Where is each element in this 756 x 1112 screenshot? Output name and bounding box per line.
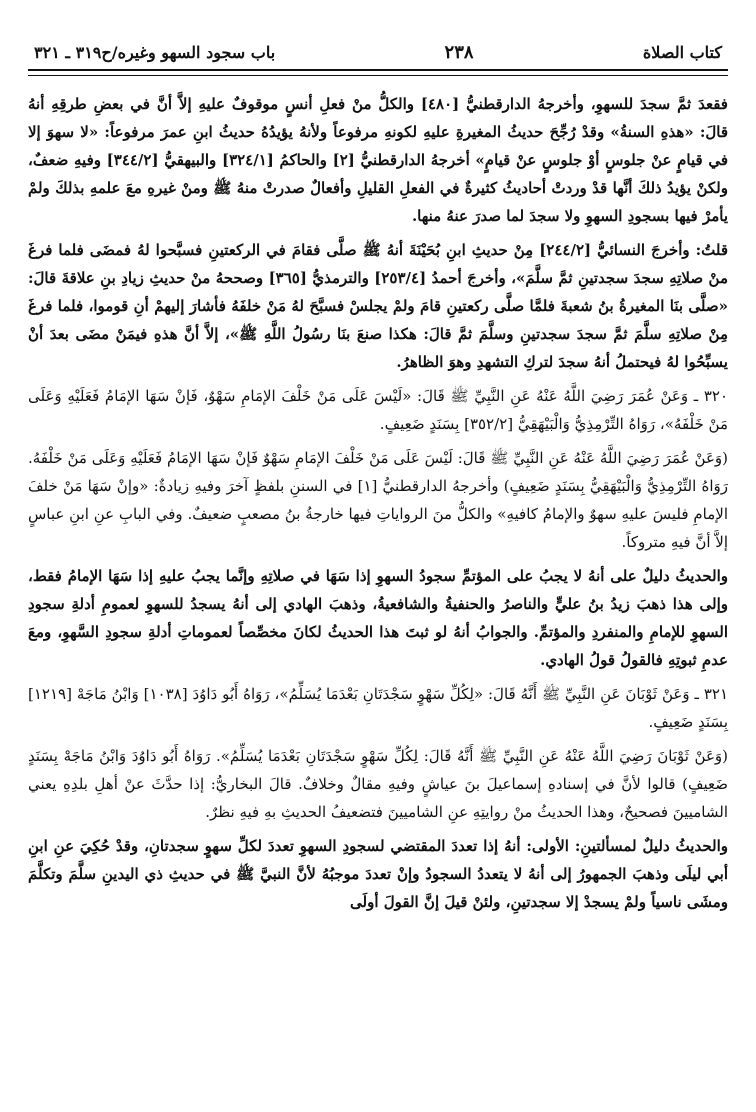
running-header bbox=[28, 42, 728, 67]
paragraph-commentary: والحديثُ دليلٌ لمسألتينِ: الأولى: أنهُ إذا تعددَ المقتضي لسجودِ السهوِ تعددَ لكلِّ سهوٍ سجدتانِ، وقدْ حُكِيَ عنِ ابنِ أبي ليلَى وذهبَ الجمهورُ إلى أنهُ لا يتعددُ السجودُ وإنْ تعددَ موجبُهُ لأنَّ النبيَّ ﷺ في حديثِ ذي اليدينِ سلَّمَ وتكلَّمَ ومشَى ناسياً ولمْ يسجدْ إلا سجدتينِ، ولئنْ قيلَ إنَّ القولَ أولَى bbox=[28, 837, 728, 911]
paragraph-hadith-commentary: (وَعَنْ عُمَرَ رَضِيَ اللَّهُ عَنْهُ عَنِ النَّبِيِّ ﷺ قَالَ: لَيْسَ عَلَى مَنْ خَلْفَ الإمَامِ سَهْوٌ فَإنْ سَهَا الإمَامُ فَعَلَيْهِ وَعَلَى مَنْ خَلْفَهُ. رَوَاهُ التِّرْمِذِيُّ وَالْبَيْهَقِيُّ بِسَنَدٍ ضَعِيفٍ) وأخرجهُ الدارقطنيُّ [١] في السننِ بلفظٍ آخرَ وفيهِ زيادةٌ: «وإنْ سَهَا مَنْ خلفَ الإمامِ فليسَ عليهِ سهوٌ والإمامُ كافيهِ» والكلُّ منَ الرواياتِ فيها خارجةُ بنُ مصعبٍ ضعيفٌ. وفي البابِ عنِ ابنِ عباسٍ إلاَّ أنَّ فيهِ متروكاً. bbox=[28, 449, 728, 551]
header-rule-thin bbox=[28, 75, 728, 76]
paragraph-commentary: فقعدَ ثمَّ سجدَ للسهوِ، وأخرجهُ الدارقطنيُّ [٤٨٠] والكلُّ منْ فعلِ أنسٍ موقوفٌ عليهِ إلاَّ أنَّ في بعضِ طرقِهِ أنهُ قالَ: «هذهِ السنةُ» وقدْ رُجِّحَ حديثُ المغيرةِ عليهِ لكونهِ مرفوعاً ولأنهُ يؤيدُهُ حديثُ ابنِ عمرَ مرفوعاً: «لا سهوَ إلا في قيامٍ عنْ جلوسٍ أوْ جلوسٍ عنْ قيامٍ» أخرجهُ الدارقطنيُّ [٢] والحاكمُ [٣٢٤/١] والبيهقيُّ [٣٤٤/٢] وفيهِ ضعفٌ، ولكنْ يؤيدُ ذلكَ أنَّها قدْ وردتْ أحاديثُ كثيرةٌ في الفعلِ القليلِ وأفعالٌ صدرتْ منهُ ﷺ ومنْ غيرهِ معَ علمهِ بذلكَ ولمْ يأمرْ فيها بسجودِ السهوِ ولا سجدَ لما صدرَ عنهُ منها. bbox=[28, 95, 728, 225]
paragraph-hadith-commentary: (وَعَنْ ثَوْبَانَ رَضِيَ اللَّهُ عَنْهُ عَنِ النَّبِيِّ ﷺ أَنَّهُ قَالَ: لِكُلِّ سَهْوٍ سَجْدَتَانِ بَعْدَمَا يُسَلِّمُ». رَوَاهُ أَبُو دَاوُدَ وَابْنُ مَاجَهْ بِسَنَدٍ ضَعِيفٍ) قالوا لأنَّ في إسنادهِ إسماعيلَ بنَ عياشٍ وفيهِ مقالٌ وخلافٌ. قالَ البخاريُّ: إذا حدَّثَ عنْ أهلِ بلدِهِ يعني الشاميينَ فصحيحٌ، وهذا الحديثُ منْ روايتِهِ عنِ الشاميينَ فتضعيفُ الحديثِ بهِ فيهِ نظرٌ. bbox=[28, 747, 728, 821]
paragraph-commentary: قلتُ: وأخرجَ النسائيُّ [٢٤٤/٢] مِنْ حديثِ ابنِ بُحَيْنَةَ أنهُ ﷺ صلَّى فقامَ في الركعتينِ فسبَّحوا لهُ فمضَى فلما فرغَ منْ صلاتِهِ سجدَ سجدتينِ ثمَّ سلَّمَ»، وأخرجَ أحمدُ [٢٥٣/٤] والترمذيُّ [٣٦٥] وصححهُ منْ حديثِ زيادِ بنِ علاقةَ قالَ: «صلَّى بنَا المغيرةُ بنُ شعبةَ فلمَّا صلَّى ركعتينِ قامَ ولمْ يجلسْ فسبَّحَ لهُ مَنْ خلفَهُ فأشارَ إليهمْ أنِ قوموا، فلما فرغَ مِنْ صلاتِهِ سلَّمَ ثمَّ سجدَ سجدتينِ وسلَّمَ ثمَّ قالَ: هكذا صنعَ بنَا رسُولُ اللَّهِ ﷺ»، إلاَّ أنَّ هذهِ فيمَنْ مضَى بعدَ أنْ يسبِّحُوا لهُ فيحتملُ أنهُ سجدَ لتركِ التشهدِ وهوَ الظاهرُ. bbox=[28, 241, 729, 371]
hadith-321: ٣٢١ ـ وَعَنْ ثَوْبَانَ عَنِ النَّبِيِّ ﷺ أَنَّهُ قَالَ: «لِكُلِّ سَهْوٍ سَجْدَتَانِ بَعْدَمَا يُسَلِّمُ»، رَوَاهُ أَبُو دَاوُدَ [١٠٣٨] وَابْنُ مَاجَهْ [١٢١٩] بِسَنَدٍ ضَعِيفٍ. bbox=[28, 685, 728, 731]
header-rule bbox=[28, 69, 728, 71]
page-number: ٢٣٨ bbox=[444, 42, 474, 63]
hadith-320: ٣٢٠ ـ وَعَنْ عُمَرَ رَضِيَ اللَّهُ عَنْهُ عَنِ النَّبِيِّ ﷺ قَالَ: «لَيْسَ عَلَى مَنْ خَلْفَ الإمَامِ سَهْوٌ، فَإنْ سَهَا الإمَامُ فَعَلَيْهِ وَعَلَى مَنْ خَلْفَهُ»، رَوَاهُ التِّرْمِذِيُّ وَالْبَيْهَقِيُّ [٣٥٢/٢] بِسَنَدٍ ضَعِيفٍ. bbox=[28, 387, 728, 433]
book-title: كتاب الصلاة bbox=[642, 43, 722, 62]
paragraph-commentary: والحديثُ دليلٌ على أنهُ لا يجبُ على المؤتمِّ سجودُ السهوِ إذا سَهَا في صلاتِهِ وإنَّما يجبُ عليهِ إذا سَهَا الإمامُ فقط، وإلى هذا ذهبَ زيدُ بنُ عليٍّ والناصرُ والحنفيةُ والشافعيةُ، وذهبَ الهادي إلى أنهُ يسجدُ للسهوِ لعمومِ أدلةِ سجودِ السهوِ للإمامِ والمنفردِ والمؤتمِّ. والجوابُ أنهُ لو ثبتَ هذا الحديثُ لكانَ مخصِّصاً لعموماتِ أدلةِ سجودِ السَّهوِ، ومعَ عدمِ ثبوتِهِ فالقولُ قولُ الهادي. bbox=[28, 567, 728, 669]
chapter-title: باب سجود السهو وغيره/ح٣١٩ ـ ٣٢١ bbox=[34, 43, 276, 62]
